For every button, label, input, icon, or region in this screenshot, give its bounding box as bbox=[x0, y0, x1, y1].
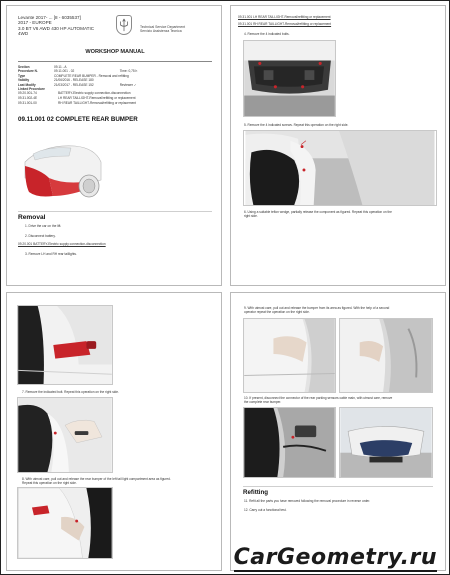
step-text: 1. Drive the car on the lift. bbox=[25, 224, 62, 228]
meta-key: Section bbox=[18, 65, 30, 69]
manual-page-2 bbox=[230, 5, 446, 286]
linked-link[interactable]: RH REAR TAILLIGHT-Removal/refitting or replacement bbox=[58, 101, 137, 105]
refitting-heading: Refitting bbox=[243, 489, 269, 496]
step-text: 4. Remove the 4 indicated bolts. bbox=[244, 32, 290, 36]
step-text: 12. Carry out a functional test. bbox=[244, 508, 287, 512]
step-text: 5. Remove the 4 indicated screws. Repeat this operation on the right side. bbox=[244, 123, 349, 127]
manual-page-3 bbox=[6, 292, 222, 571]
header-department bbox=[140, 25, 185, 33]
header-line: 3.0 BT V6 AWD 430 HP AUTOMATIC bbox=[18, 25, 95, 31]
department-line: Servizio Assistenza Tecnica bbox=[140, 29, 182, 34]
linked-code: 09.20.001-74 bbox=[18, 91, 37, 95]
photo-wheel-arch-screws bbox=[243, 130, 437, 206]
watermark-logo bbox=[234, 545, 437, 570]
step-text: operator repeat the operation on the right side. bbox=[244, 310, 310, 314]
manual-title: WORKSHOP MANUAL bbox=[85, 49, 145, 55]
department-line: Technical Service Department bbox=[140, 25, 186, 29]
photo-bumper-bolt-side bbox=[17, 305, 113, 385]
step-text: 9. With utmost care, pull out and release the bumper from its area as figured. With the help of a second bbox=[244, 306, 390, 310]
procedure-meta-table bbox=[18, 65, 139, 91]
watermark-text: CarGeometry.ru bbox=[233, 545, 437, 570]
removal-heading: Removal bbox=[18, 214, 46, 221]
step-text: the complete rear bumper. bbox=[244, 400, 282, 404]
step-text: Repeat this operation on the right side. bbox=[22, 481, 77, 485]
manual-page-4 bbox=[230, 292, 446, 571]
meta-time: Time: 0,75 h bbox=[119, 69, 138, 74]
photo-remove-bolt bbox=[17, 397, 113, 473]
header-line: Levante 2017- ... [8 - 6035537] bbox=[18, 15, 81, 20]
meta-value: 09.11 - A bbox=[54, 65, 67, 69]
linked-link[interactable]: LH REAR TAILLIGHT-Removal/refitting or replacement bbox=[58, 96, 136, 100]
rear-bumper-illustration bbox=[23, 140, 103, 202]
meta-key: Last Modify bbox=[18, 82, 36, 87]
battery-procedure-link[interactable]: 09.20.001 BATTERY-Electric supply connection-disconnection bbox=[18, 242, 106, 246]
step-text: 11. Refit all the parts you have removed following the removal procedure in reverse order. bbox=[244, 499, 371, 503]
header-line: 2017 - EUROPE bbox=[18, 20, 52, 26]
meta-value: 21/03/2017 - RELEASE 152 bbox=[54, 82, 94, 87]
divider bbox=[18, 211, 212, 212]
step-text: 3. Remove LH and RH rear taillights. bbox=[25, 252, 77, 256]
trident-logo-icon bbox=[116, 15, 132, 35]
meta-key: Type bbox=[18, 73, 26, 78]
photo-release-bumper-left bbox=[243, 318, 336, 393]
step-text: 10. If present, disconnect the connector of the rear parking sensors cable main, with utmost care, remove bbox=[244, 396, 393, 400]
section-title: 09.11.001 02 COMPLETE REAR BUMPER bbox=[18, 116, 138, 123]
manual-page-1 bbox=[6, 5, 222, 286]
divider bbox=[243, 486, 433, 487]
meta-value: 21/06/2016 - RELEASE 180 bbox=[54, 78, 94, 83]
step-text: 7. Remove the indicated bolt. Repeat this operation on the right side. bbox=[22, 390, 119, 394]
photo-removed-bumper bbox=[339, 407, 433, 478]
linked-code: 09.31.002-4E bbox=[18, 96, 38, 100]
step-text: 6. Using a suitable teflon wedge, partially release the component as figured. Repeat this operation on the bbox=[244, 210, 392, 214]
rh-taillight-link[interactable]: 09.31.001 RH REAR TAILLIGHT-Removal/refitting or replacement bbox=[238, 22, 332, 26]
linked-code: 09.31.001-00 bbox=[18, 101, 37, 105]
meta-reviewer: Reviewer ✓ bbox=[119, 82, 137, 87]
meta-key: Validity bbox=[18, 78, 30, 83]
lh-taillight-link[interactable]: 09.31.001 LH REAR TAILLIGHT-Removal/refitting or replacement bbox=[238, 15, 331, 19]
step-text: 8. With utmost care, pull out and release the rear bumper of the left tail light compartment area as figured. bbox=[22, 477, 171, 481]
meta-value: 09.11.001 - 02 bbox=[54, 69, 75, 74]
photo-release-bumper-right bbox=[339, 318, 433, 393]
linked-link[interactable]: BATTERY-Electric supply connection-disconnection bbox=[58, 91, 131, 95]
header-line: 4WD bbox=[18, 31, 29, 37]
meta-key: Procedure N. bbox=[18, 69, 38, 74]
header-vehicle-info bbox=[18, 15, 94, 37]
photo-pull-bumper-taillight bbox=[17, 487, 113, 559]
step-text: 2. Disconnect battery. bbox=[25, 234, 56, 238]
photo-parking-sensor-connector bbox=[243, 407, 336, 478]
divider bbox=[18, 61, 212, 62]
photo-bumper-bolts bbox=[243, 40, 336, 117]
meta-key: Linked Procedure bbox=[18, 87, 45, 92]
step-text: right side. bbox=[244, 214, 258, 218]
meta-value: COMPLETE REAR BUMPER - Removal and refitting bbox=[54, 73, 129, 78]
